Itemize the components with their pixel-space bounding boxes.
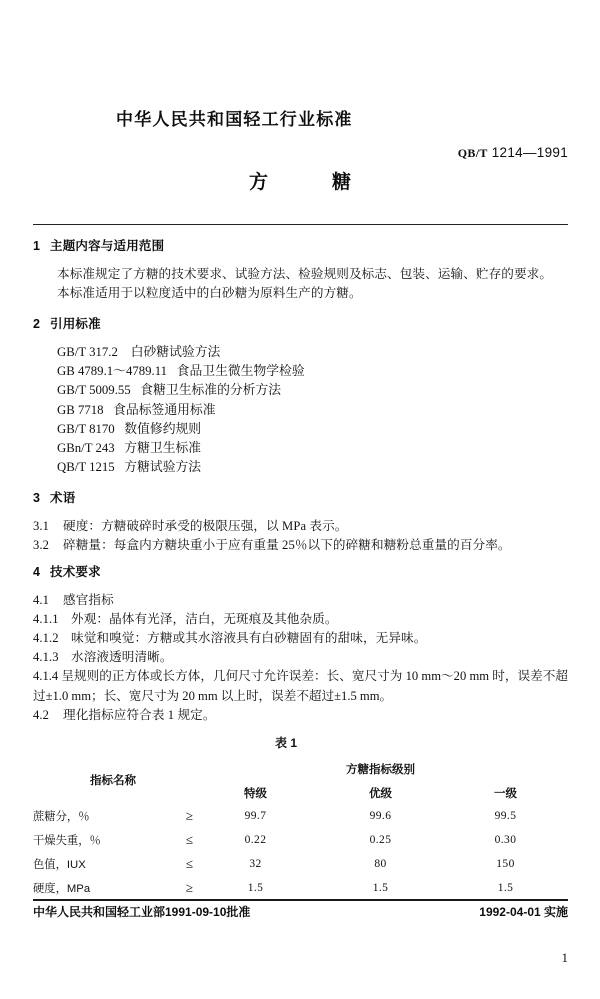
list-item: GB/T 5009.55 食糖卫生标准的分析方法 — [57, 383, 282, 398]
clause-number: 4.1.1 — [33, 612, 59, 627]
standard-number — [0, 145, 568, 161]
section-title-3: 术语 — [50, 491, 76, 506]
clause-text: 感官指标 — [63, 593, 114, 608]
clause-number: 4.1 — [33, 593, 50, 608]
clause-number: 4.1.3 — [33, 650, 59, 665]
section-title-4: 技术要求 — [50, 565, 101, 580]
clause-number: 4.1.2 — [33, 631, 59, 646]
clause-4-1-1 — [33, 610, 600, 629]
index-operator: ≤ — [185, 856, 193, 872]
index-name: 干燥失重，％ — [33, 835, 101, 848]
clause-4-2 — [33, 706, 600, 725]
section-heading-2 — [33, 314, 600, 332]
row-label-color-value — [33, 852, 193, 876]
index-name: 硬度，MPa — [33, 883, 91, 896]
clause-text: 理化指标应符合表 1 规定。 — [63, 708, 216, 723]
list-item: QB/T 1215 方糖试验方法 — [57, 460, 202, 475]
table-body — [33, 804, 568, 900]
column-header-grade-2: 优级 — [369, 788, 392, 801]
clause-4-1-2 — [33, 629, 600, 648]
column-header-grade-1: 特级 — [244, 788, 267, 801]
implementation-date: 1992-04-01 实施 — [479, 905, 568, 919]
cell-value: 1.5 — [247, 882, 264, 895]
cell-value: 0.30 — [494, 834, 517, 847]
index-name: 色值，IUX — [33, 859, 86, 872]
clause-3-2 — [33, 536, 600, 555]
standard-prefix: QB/T — [457, 146, 488, 160]
cell-value: 32 — [249, 858, 262, 871]
physicochemical-spec-table — [33, 755, 568, 900]
section-1-paragraph-1: 本标准规定了方糖的技术要求、试验方法、检验规则及标志、包装、运输、贮存的要求。 — [57, 267, 553, 281]
table-caption: 表 1 — [274, 736, 297, 751]
cell-value: 150 — [496, 858, 515, 871]
section-number-3: 3 — [33, 491, 41, 506]
list-item: GB 7718 食品标签通用标准 — [57, 402, 216, 417]
document-body — [0, 236, 600, 900]
clause-text: 水溶液透明清晰。 — [71, 650, 173, 665]
section-1-paragraph-2: 本标准适用于以粒度适中的白砂糖为原料生产的方糖。 — [57, 286, 362, 300]
clause-text: 硬度：方糖破碎时承受的极限压强，以 MPa 表示。 — [63, 519, 348, 534]
section-heading-4 — [33, 562, 600, 580]
clause-4-1 — [33, 591, 600, 610]
index-name: 蔗糖分，％ — [33, 811, 90, 824]
table-header — [33, 755, 568, 804]
table-row — [33, 876, 568, 900]
clause-text: 味觉和嗅觉：方糖或其水溶液具有白砂糖固有的甜味，无异味。 — [71, 631, 427, 646]
clause-4-1-3 — [33, 648, 600, 667]
section-title-1: 主题内容与适用范围 — [50, 239, 165, 253]
issuing-organization-title: 中华人民共和国轻工行业标准 — [116, 110, 353, 129]
standard-number-value: 1214—1991 — [491, 145, 568, 160]
list-item: GBn/T 243 方糖卫生标准 — [57, 441, 202, 456]
title-char-second: 糖 — [332, 172, 352, 193]
table-header-row-1 — [33, 755, 568, 782]
page-number: 1 — [561, 950, 568, 965]
footer-divider-rule — [33, 899, 568, 901]
row-label-hardness — [33, 876, 193, 900]
cell-value: 1.5 — [497, 882, 514, 895]
table-row — [33, 852, 568, 876]
index-operator: ≥ — [185, 880, 193, 896]
title-char-first: 方 — [248, 172, 268, 193]
row-label-sucrose — [33, 804, 193, 828]
cell-value: 99.5 — [494, 810, 517, 823]
referenced-standards-list — [57, 343, 600, 477]
list-item: GB 4789.1～4789.11 食品卫生微生物学检验 — [57, 364, 305, 379]
section-number-2: 2 — [33, 317, 41, 331]
table-row — [33, 804, 568, 828]
column-header-grade-group: 方糖指标级别 — [346, 763, 415, 776]
list-item: GB/T 317.2 白砂糖试验方法 — [57, 345, 221, 359]
cell-value: 0.25 — [369, 834, 392, 847]
clause-3-1 — [33, 517, 600, 536]
clause-number: 3.2 — [33, 538, 50, 553]
section-heading-1 — [33, 236, 600, 254]
clause-number: 4.1.4 — [33, 669, 59, 684]
cell-value: 1.5 — [372, 882, 389, 895]
clause-number: 4.2 — [33, 708, 50, 723]
cell-value: 99.7 — [244, 810, 267, 823]
clause-text: 外观：晶体有光泽，洁白，无斑痕及其他杂质。 — [71, 612, 338, 627]
cell-value: 80 — [374, 858, 387, 871]
index-operator: ≤ — [185, 832, 193, 848]
table-row — [33, 828, 568, 852]
section-number-4: 4 — [33, 565, 41, 580]
clause-4-1-4 — [33, 667, 568, 706]
clause-text: 碎糖量：每盒内方糖块重小于应有重量 25％以下的碎糖和糖粉总重量的百分率。 — [63, 538, 511, 553]
clause-text: 呈规则的正方体或长方体，几何尺寸允许误差：长、宽尺寸为 10 mm～20 mm 时，误差不超过±1.0 mm；长、宽尺寸为 20 mm 以上时，误差不超过±1.5 mm。 — [33, 669, 568, 703]
section-number-1: 1 — [33, 239, 41, 253]
section-title-2: 引用标准 — [50, 317, 101, 331]
cell-value: 99.6 — [369, 810, 392, 823]
approval-statement: 中华人民共和国轻工业部1991-09-10批准 — [33, 905, 251, 919]
column-header-index-name: 指标名称 — [90, 774, 136, 787]
page-title — [0, 167, 600, 194]
document-masthead — [0, 105, 600, 193]
list-item: GB/T 8170 数值修约规则 — [57, 421, 202, 436]
section-heading-3 — [33, 488, 600, 506]
cell-value: 0.22 — [244, 834, 267, 847]
row-label-drying-loss — [33, 828, 193, 852]
header-divider-rule — [33, 224, 568, 225]
column-header-grade-3: 一级 — [494, 788, 517, 801]
clause-number: 3.1 — [33, 519, 50, 534]
index-operator: ≥ — [185, 808, 193, 824]
document-footer — [33, 903, 568, 920]
